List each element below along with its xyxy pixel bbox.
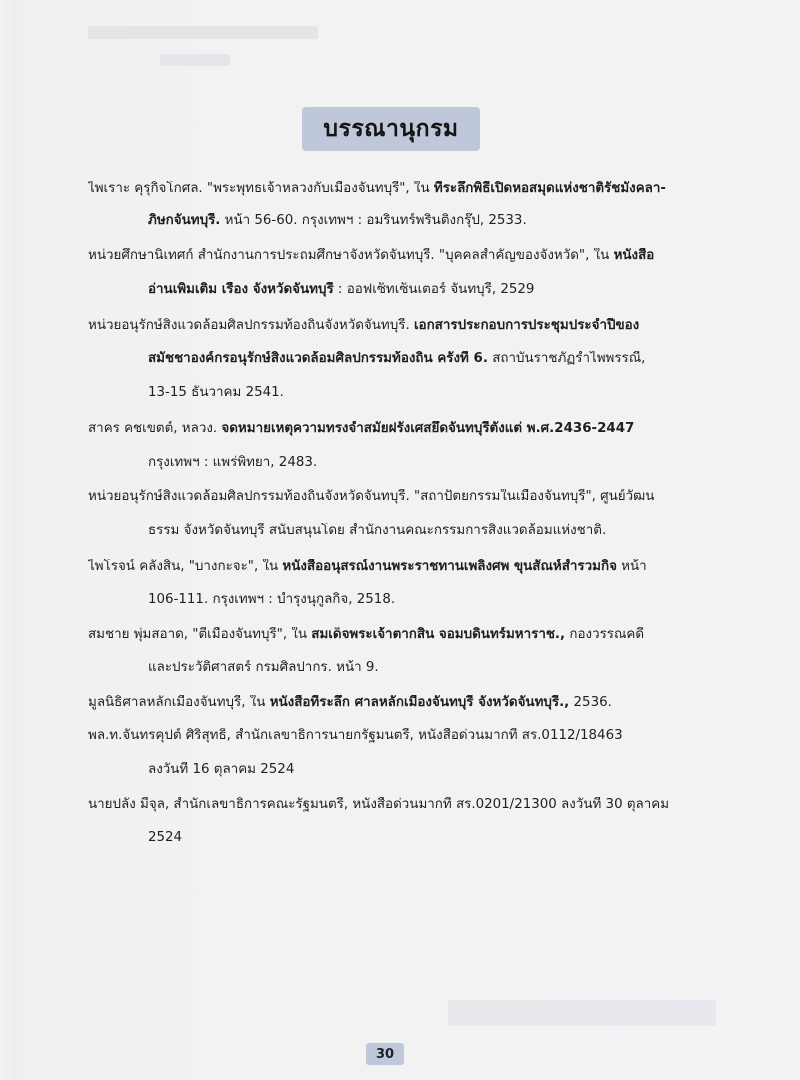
- reference-title: สมเด็จพระเจ้าตากสิน จอมบดินทร์มหาราช.,: [311, 627, 566, 642]
- reference-title: หนังสือ: [613, 248, 655, 263]
- reference-10-line-1: [88, 797, 713, 813]
- reference-title: อ่านเพิ่มเติม เรื่อง จังหวัดจันทบุรี: [148, 282, 334, 297]
- reference-text: ไพโรจน์ คลังสิน, "บางกะจะ", ใน: [88, 559, 283, 574]
- reference-text: 13-15 ธันวาคม 2541.: [148, 385, 284, 400]
- reference-2-line-1: [88, 248, 713, 264]
- reference-9-line-1: [88, 728, 713, 744]
- reference-4-line-1: [88, 421, 713, 437]
- reference-text: หน้า 56-60. กรุงเทพฯ : อมรินทร์พรินติ้งกรุ๊ป, 2533.: [220, 213, 527, 228]
- reference-text: กรุงเทพฯ : แพร่พิทยา, 2483.: [148, 455, 318, 470]
- reference-title: ที่ระลึกพิธีเปิดหอสมุดแห่งชาติรัชมังคลา-: [433, 181, 666, 196]
- reference-text: กองวรรณคดี: [565, 627, 645, 642]
- reference-1-line-1: [88, 181, 713, 197]
- reference-text: สาคร คชเขตต์, หลวง.: [88, 421, 222, 436]
- reference-title: หนังสือที่ระลึก ศาลหลักเมืองจันทบุรี จังหวัดจันทบุรี.,: [269, 695, 570, 710]
- reference-text: นายปลั่ง มีจุล, สำนักเลขาธิการคณะรัฐมนตรี, หนังสือด่วนมากที่ สร.0201/21300 ลงวันที่ 30 ตุลาคม: [88, 797, 670, 812]
- reference-5-line-1: [88, 489, 713, 505]
- reference-7-line-2: [148, 660, 713, 676]
- reference-text: และประวัติศาสตร์ กรมศิลปากร. หน้า 9.: [148, 660, 379, 675]
- reference-8-line-1: [88, 695, 713, 711]
- reference-title: เอกสารประกอบการประชุมประจำปีของ: [413, 318, 640, 333]
- reference-text: มูลนิธิศาลหลักเมืองจันทบุรี, ใน: [88, 695, 270, 710]
- reference-1-line-2: [148, 213, 713, 229]
- reference-2-line-2: [148, 282, 713, 298]
- reference-4-line-2: [148, 455, 713, 471]
- reference-text: ลงวันที่ 16 ตุลาคม 2524: [148, 762, 295, 777]
- reference-text: : ออฟเซ็ทเซ็นเตอร์ จันทบุรี, 2529: [333, 282, 535, 297]
- reference-text: หน่วยอนุรักษ์สิ่งแวดล้อมศิลปกรรมท้องถิ่นจังหวัดจันทบุรี. "สถาปัตยกรรมในเมืองจันทบุรี", ศูนย์วัฒน: [88, 489, 655, 504]
- reference-title: ภิษกจันทบุรี.: [148, 213, 221, 228]
- reference-9-line-2: [148, 762, 713, 778]
- reference-title: สมัชชาองค์กรอนุรักษ์สิ่งแวดล้อมศิลปกรรมท้องถิ่น ครั้งที่ 6.: [148, 351, 488, 366]
- page-number: 30: [366, 1043, 404, 1065]
- reference-5-line-2: [148, 523, 713, 539]
- reference-text: ไพเราะ คุรุกิจโกศล. "พระพุทธเจ้าหลวงกับเมืองจันทบุรี", ใน: [88, 181, 434, 196]
- reference-6-line-2: [148, 592, 713, 608]
- page-title: บรรณานุกรม: [323, 116, 459, 142]
- reference-text: หน่วยอนุรักษ์สิ่งแวดล้อมศิลปกรรมท้องถิ่นจังหวัดจันทบุรี.: [88, 318, 414, 333]
- reference-text: สมชาย พุ่มสอาด, "ตีเมืองจันทบุรี", ใน: [88, 627, 312, 642]
- reference-text: พล.ท.จันทรคุปต์ ศิริสุทธิ์, สำนักเลขาธิการนายกรัฐมนตรี, หนังสือด่วนมากที่ สร.0112/18463: [88, 728, 623, 743]
- reference-text: 2524: [148, 830, 183, 845]
- reference-6-line-1: [88, 559, 713, 575]
- reference-text: 2536.: [569, 695, 612, 710]
- reference-text: หน่วยศึกษานิเทศก์ สำนักงานการประถมศึกษาจังหวัดจันทบุรี. "บุคคลสำคัญของจังหวัด", ใน: [88, 248, 614, 263]
- bleed-through-footer: [448, 1000, 716, 1026]
- reference-title: จดหมายเหตุความทรงจำสมัยฝรั่งเศสยึดจันทบุรีตั้งแต่ พ.ศ.2436-2447: [221, 421, 635, 436]
- reference-10-line-2: [148, 830, 713, 846]
- reference-text: สถาบันราชภัฏรำไพพรรณี,: [487, 351, 646, 366]
- reference-text: ธรรม จังหวัดจันทบุรี สนับสนุนโดย สำนักงานคณะกรรมการสิ่งแวดล้อมแห่งชาติ.: [148, 523, 607, 538]
- reference-3-line-1: [88, 318, 713, 334]
- bibliography-title-box: [302, 107, 480, 151]
- reference-text: หน้า: [616, 559, 647, 574]
- bleed-through-header: [88, 20, 338, 74]
- reference-text: 106-111. กรุงเทพฯ : บำรุงนุกูลกิจ, 2518.: [148, 592, 396, 607]
- reference-3-line-2: [148, 351, 713, 367]
- reference-7-line-1: [88, 627, 713, 643]
- reference-3-line-3: [148, 385, 713, 401]
- reference-title: หนังสืออนุสรณ์งานพระราชทานเพลิงศพ ขุนสัณห์สำรวมกิจ: [282, 559, 617, 574]
